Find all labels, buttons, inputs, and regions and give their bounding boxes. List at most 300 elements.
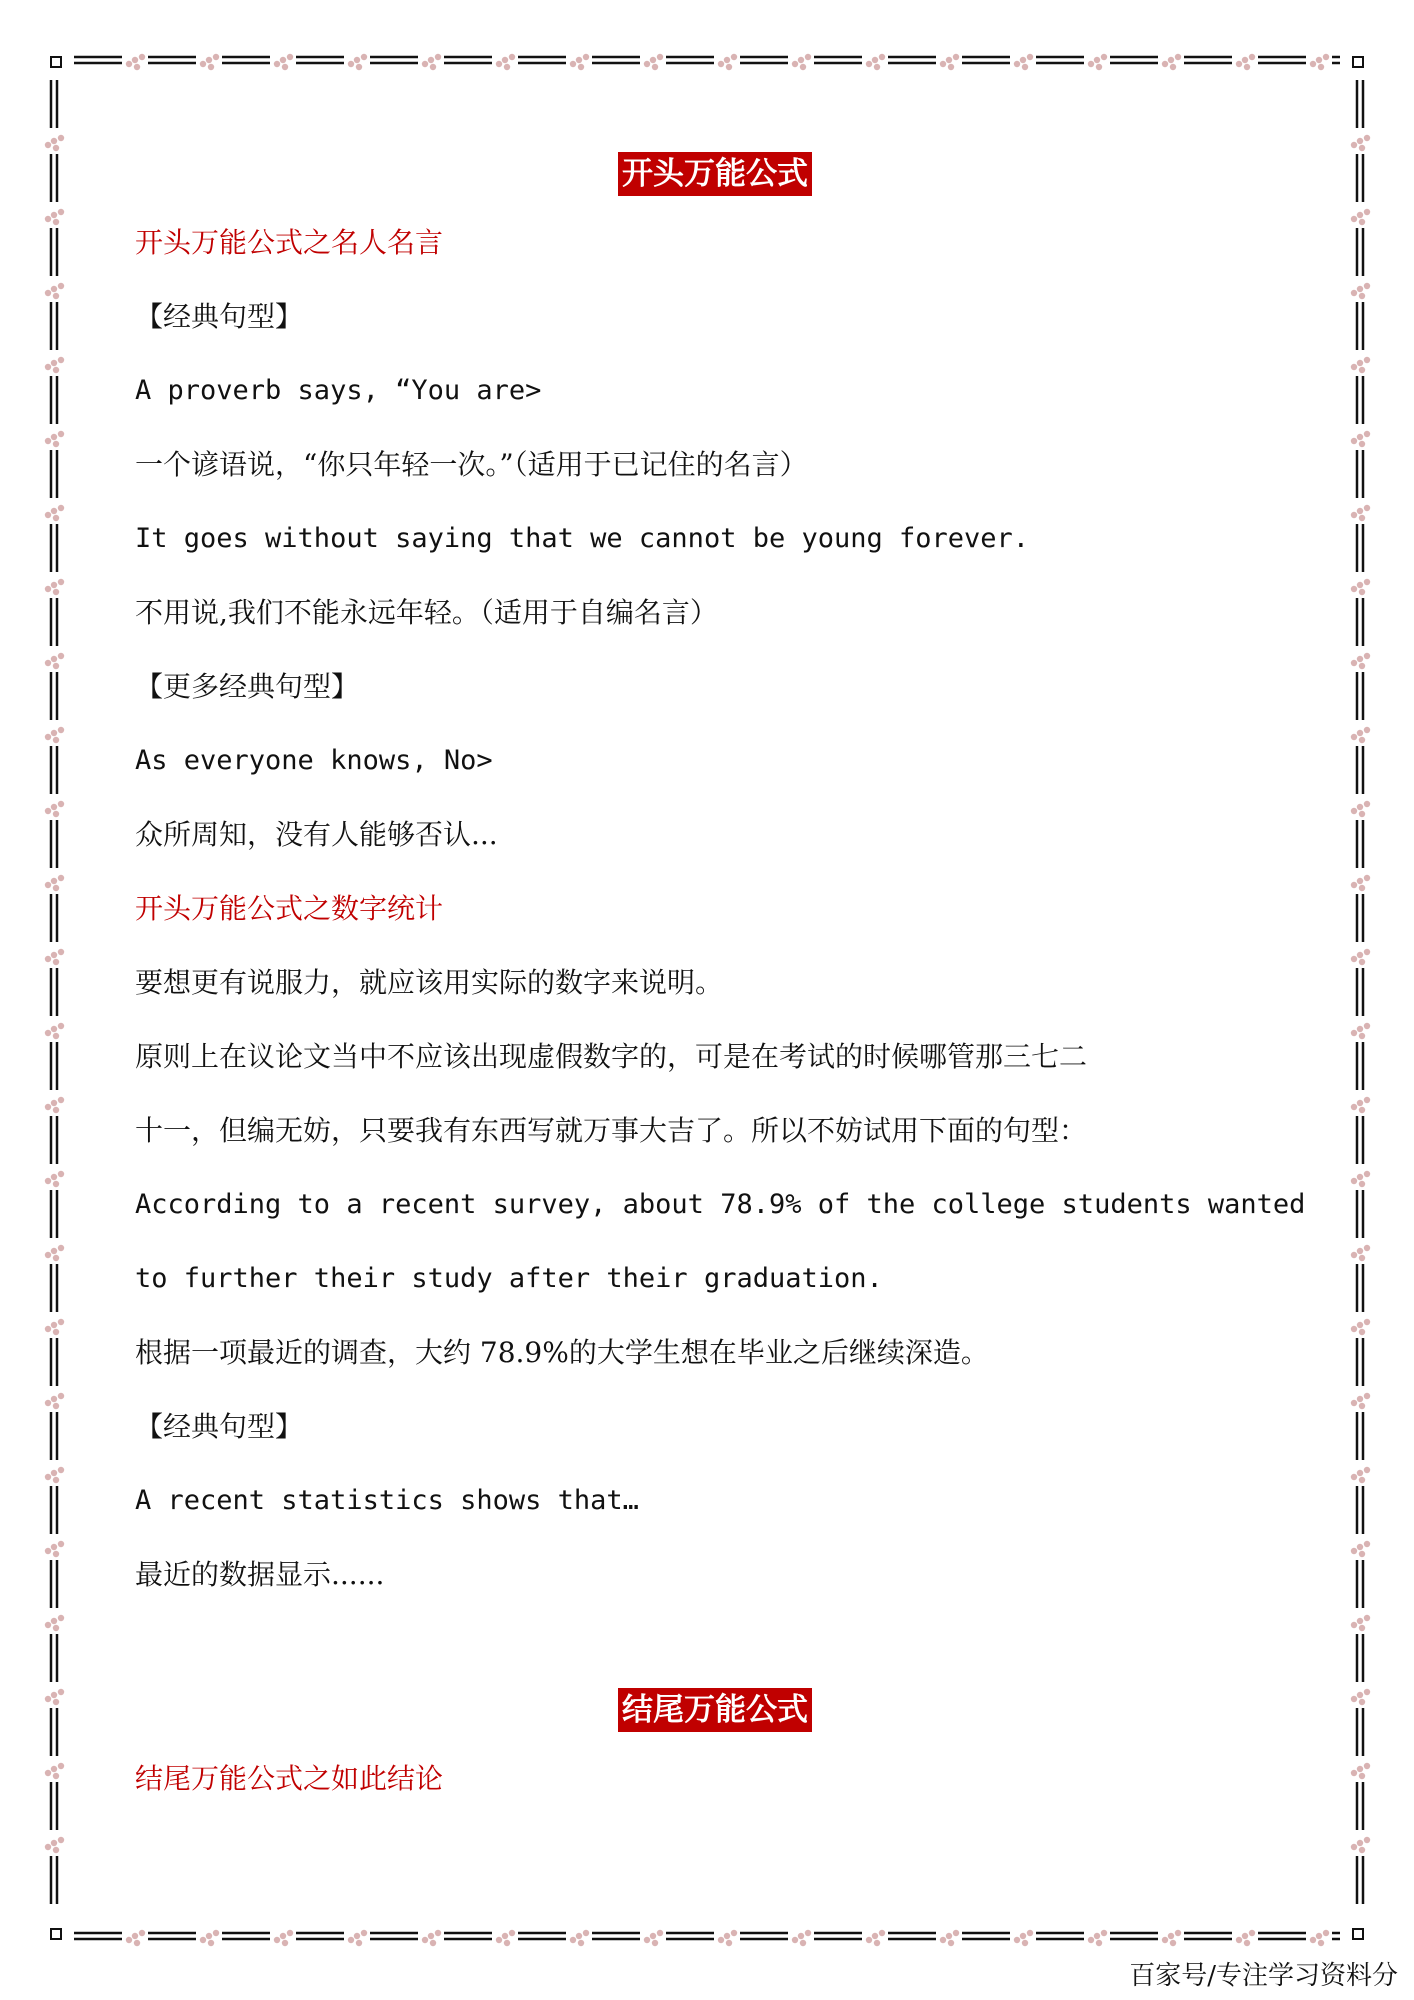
border-dot (53, 441, 59, 447)
english-sentence: A proverb says, “You are> (135, 375, 542, 406)
border-dot (1168, 1933, 1174, 1939)
border-dot (51, 1396, 57, 1402)
border-dot (1359, 515, 1365, 521)
border-dot (208, 64, 214, 70)
border-dot (1094, 57, 1100, 63)
border-dot (45, 1178, 51, 1184)
border-dot (657, 1930, 663, 1936)
border-dot (51, 360, 57, 366)
border-dot (1351, 512, 1357, 518)
border-dot (1249, 1930, 1255, 1936)
border-dot (879, 1930, 885, 1936)
border-dot (652, 64, 658, 70)
border-dot (58, 1467, 64, 1473)
english-sentence: As everyone knows, No> (135, 745, 493, 776)
border-dot (1364, 653, 1370, 659)
border-dot (1359, 1329, 1365, 1335)
border-dot (45, 808, 51, 814)
border-dot (872, 57, 878, 63)
border-dot (1022, 1940, 1028, 1946)
border-dot (200, 1937, 206, 1943)
border-dot (644, 61, 650, 67)
border-dot (652, 1940, 658, 1946)
section-spacer (135, 1612, 1295, 1676)
border-dot (576, 57, 582, 63)
border-dot (1357, 360, 1363, 366)
label-classic-patterns: 【经典句型】 (135, 300, 304, 333)
border-dot (51, 1544, 57, 1550)
section-heading-opening: 开头万能公式 (618, 152, 812, 196)
border-dot (731, 1930, 737, 1936)
border-dot (45, 1400, 51, 1406)
border-dot (200, 61, 206, 67)
border-dot (1094, 1933, 1100, 1939)
border-dot (509, 54, 515, 60)
border-dot (1351, 142, 1357, 148)
border-dot (45, 586, 51, 592)
border-dot (879, 54, 885, 60)
border-dot (58, 505, 64, 511)
border-dot (58, 801, 64, 807)
border-dot (361, 54, 367, 60)
border-dot (504, 64, 510, 70)
border-dot (576, 1933, 582, 1939)
border-dot (1096, 1940, 1102, 1946)
border-dot (1242, 57, 1248, 63)
border-dot (1351, 586, 1357, 592)
border-dot (1364, 1541, 1370, 1547)
border-dot (946, 1933, 952, 1939)
border-dot (1351, 1770, 1357, 1776)
border-dot (1357, 434, 1363, 440)
border-dot (361, 1930, 367, 1936)
border-dot (428, 57, 434, 63)
border-dot (51, 730, 57, 736)
chinese-translation: 根据一项最近的调查，大约 78.9%的大学生想在毕业之后继续深造。 (135, 1336, 989, 1369)
border-dot (946, 57, 952, 63)
border-dot (53, 1699, 59, 1705)
border-dot (800, 1940, 806, 1946)
border-dot (1020, 57, 1026, 63)
section-heading-closing: 结尾万能公式 (618, 1688, 812, 1732)
border-dot (206, 1933, 212, 1939)
border-dot (948, 64, 954, 70)
border-dot (58, 1393, 64, 1399)
border-dot (132, 1933, 138, 1939)
border-dot (58, 653, 64, 659)
border-dot (1162, 1937, 1168, 1943)
border-dot (282, 1940, 288, 1946)
border-dot (348, 61, 354, 67)
border-dot (726, 64, 732, 70)
border-dot (287, 54, 293, 60)
border-dot (58, 209, 64, 215)
border-dot (1020, 1933, 1026, 1939)
border-dot (1357, 1174, 1363, 1180)
border-dot (792, 61, 798, 67)
border-dot (53, 959, 59, 965)
border-dot (356, 1940, 362, 1946)
border-dot (1022, 64, 1028, 70)
border-dot (1357, 1840, 1363, 1846)
border-dot (134, 64, 140, 70)
border-dot (58, 1541, 64, 1547)
border-dot (1351, 1104, 1357, 1110)
border-dot (58, 283, 64, 289)
border-dot (1359, 219, 1365, 225)
border-dot (874, 1940, 880, 1946)
border-dot (53, 293, 59, 299)
label-more-classic-patterns: 【更多经典句型】 (135, 670, 360, 703)
border-dot (139, 1930, 145, 1936)
border-dot (1170, 64, 1176, 70)
border-dot (1351, 438, 1357, 444)
label-classic-patterns: 【经典句型】 (135, 1410, 304, 1443)
border-dot (1364, 1319, 1370, 1325)
border-dot (435, 1930, 441, 1936)
border-dot (1359, 589, 1365, 595)
border-dot (1364, 1393, 1370, 1399)
border-dot (51, 1100, 57, 1106)
border-dot (1359, 1033, 1365, 1039)
border-dot (1359, 293, 1365, 299)
border-dot (45, 438, 51, 444)
border-dot (940, 61, 946, 67)
border-dot (657, 54, 663, 60)
border-dot (282, 64, 288, 70)
border-dot (650, 57, 656, 63)
border-dot (58, 1689, 64, 1695)
border-dot (1359, 1847, 1365, 1853)
border-dot (1351, 1622, 1357, 1628)
border-dot (53, 1033, 59, 1039)
border-dot (422, 1937, 428, 1943)
border-dot (51, 1618, 57, 1624)
border-dot (1357, 1322, 1363, 1328)
border-dot (1244, 64, 1250, 70)
border-dot (1357, 656, 1363, 662)
border-dot (348, 1937, 354, 1943)
border-dot (1351, 1474, 1357, 1480)
border-dot (1249, 54, 1255, 60)
border-dot (126, 1937, 132, 1943)
border-dot (287, 1930, 293, 1936)
border-dot (1316, 57, 1322, 63)
border-dot (1364, 1615, 1370, 1621)
border-dot (496, 1937, 502, 1943)
border-dot (650, 1933, 656, 1939)
border-dot (1175, 1930, 1181, 1936)
border-dot (45, 956, 51, 962)
border-dot (1364, 1097, 1370, 1103)
border-dot (134, 1940, 140, 1946)
border-dot (792, 1937, 798, 1943)
border-dot (1359, 367, 1365, 373)
border-dot (1357, 878, 1363, 884)
border-dot (58, 1763, 64, 1769)
border-dot (1351, 1548, 1357, 1554)
border-dot (53, 367, 59, 373)
border-dot (51, 1840, 57, 1846)
border-dot (51, 1692, 57, 1698)
border-dot (1357, 804, 1363, 810)
border-dot (1351, 1400, 1357, 1406)
border-dot (1357, 212, 1363, 218)
border-dot (1364, 1171, 1370, 1177)
border-dot (430, 1940, 436, 1946)
border-dot (1357, 1692, 1363, 1698)
border-dot (1244, 1940, 1250, 1946)
section-heading-wrap (135, 140, 1295, 206)
border-dot (51, 1026, 57, 1032)
border-dot (1364, 135, 1370, 141)
border-dot (51, 878, 57, 884)
border-dot (1357, 1544, 1363, 1550)
border-dot (58, 357, 64, 363)
border-dot (58, 1171, 64, 1177)
border-dot (1357, 1026, 1363, 1032)
border-dot (1310, 61, 1316, 67)
border-dot (1323, 54, 1329, 60)
border-dot (953, 54, 959, 60)
border-dot (206, 57, 212, 63)
border-dot (1364, 1245, 1370, 1251)
border-dot (53, 219, 59, 225)
border-dot (45, 1326, 51, 1332)
border-dot (58, 1319, 64, 1325)
border-dot (45, 1548, 51, 1554)
border-dot (422, 61, 428, 67)
border-dot (1351, 1030, 1357, 1036)
border-dot (58, 579, 64, 585)
border-dot (1364, 1467, 1370, 1473)
border-dot (280, 57, 286, 63)
border-dot (1242, 1933, 1248, 1939)
border-dot (1357, 286, 1363, 292)
border-dot (51, 1322, 57, 1328)
border-dot (1027, 1930, 1033, 1936)
border-dot (213, 54, 219, 60)
border-dot (58, 1837, 64, 1843)
border-dot (1364, 209, 1370, 215)
border-dot (45, 1770, 51, 1776)
border-dot (1359, 737, 1365, 743)
paragraph-line: 原则上在议论文当中不应该出现虚假数字的，可是在考试的时候哪管那三七二 (135, 1040, 1088, 1073)
border-dot (1168, 57, 1174, 63)
border-dot (53, 1181, 59, 1187)
border-dot (1359, 1403, 1365, 1409)
border-dot (1088, 61, 1094, 67)
border-dot (1359, 663, 1365, 669)
border-dot (45, 734, 51, 740)
border-dot (51, 656, 57, 662)
section-heading-wrap (135, 1676, 1295, 1742)
border-dot (45, 1104, 51, 1110)
border-dot (51, 212, 57, 218)
border-dot (1351, 660, 1357, 666)
border-dot (53, 1625, 59, 1631)
border-dot (51, 138, 57, 144)
border-dot (1364, 801, 1370, 807)
chinese-translation: 一个谚语说，“你只年轻一次。”（适用于已记住的名言） (135, 448, 808, 481)
border-dot (718, 1937, 724, 1943)
english-sentence: A recent statistics shows that… (135, 1485, 639, 1516)
subheading-statistics: 开头万能公式之数字统计 (135, 892, 444, 925)
border-dot (53, 1255, 59, 1261)
border-dot (428, 1933, 434, 1939)
border-dot (1088, 1937, 1094, 1943)
border-dot (53, 1477, 59, 1483)
border-dot (53, 1773, 59, 1779)
border-dot (356, 64, 362, 70)
border-dot (51, 286, 57, 292)
border-dot (58, 1245, 64, 1251)
border-dot (1014, 1937, 1020, 1943)
border-dot (798, 57, 804, 63)
border-dot (1310, 1937, 1316, 1943)
border-dot (1101, 1930, 1107, 1936)
border-dot (1101, 54, 1107, 60)
border-dot (1351, 290, 1357, 296)
border-dot (509, 1930, 515, 1936)
border-dot (1359, 959, 1365, 965)
subheading-famous-quotes: 开头万能公式之名人名言 (135, 226, 444, 259)
border-corner (1353, 1929, 1363, 1939)
border-dot (1236, 1937, 1242, 1943)
border-dot (1357, 1618, 1363, 1624)
border-dot (800, 64, 806, 70)
border-dot (51, 1174, 57, 1180)
document-body (135, 140, 1306, 1816)
border-dot (504, 1940, 510, 1946)
border-dot (1364, 431, 1370, 437)
border-dot (1359, 1255, 1365, 1261)
border-dot (948, 1940, 954, 1946)
border-dot (1351, 216, 1357, 222)
border-dot (45, 1474, 51, 1480)
border-dot (578, 64, 584, 70)
border-dot (1351, 1178, 1357, 1184)
border-dot (213, 1930, 219, 1936)
border-dot (1318, 64, 1324, 70)
border-dot (45, 290, 51, 296)
border-dot (1359, 1625, 1365, 1631)
border-dot (45, 1696, 51, 1702)
border-dot (496, 61, 502, 67)
border-dot (1351, 734, 1357, 740)
border-dot (58, 727, 64, 733)
border-dot (1351, 808, 1357, 814)
border-dot (354, 1933, 360, 1939)
border-dot (1357, 508, 1363, 514)
border-dot (354, 57, 360, 63)
border-dot (1357, 1248, 1363, 1254)
border-dot (58, 1615, 64, 1621)
border-dot (1170, 1940, 1176, 1946)
border-dot (435, 54, 441, 60)
border-dot (502, 57, 508, 63)
border-dot (45, 1252, 51, 1258)
border-dot (1027, 54, 1033, 60)
border-corner (51, 57, 61, 67)
border-dot (726, 1940, 732, 1946)
border-dot (53, 885, 59, 891)
border-dot (1364, 1763, 1370, 1769)
border-dot (51, 804, 57, 810)
border-dot (53, 737, 59, 743)
border-dot (58, 135, 64, 141)
border-dot (1357, 1766, 1363, 1772)
border-dot (1096, 64, 1102, 70)
border-dot (1357, 952, 1363, 958)
border-dot (51, 1470, 57, 1476)
border-dot (1357, 730, 1363, 736)
border-dot (1364, 357, 1370, 363)
border-dot (1359, 1699, 1365, 1705)
border-dot (583, 54, 589, 60)
border-dot (1175, 54, 1181, 60)
border-dot (1357, 138, 1363, 144)
border-dot (1351, 1326, 1357, 1332)
border-dot (1364, 505, 1370, 511)
border-dot (208, 1940, 214, 1946)
border-dot (805, 1930, 811, 1936)
border-dot (53, 1403, 59, 1409)
border-dot (280, 1933, 286, 1939)
border-dot (1357, 1470, 1363, 1476)
border-dot (45, 512, 51, 518)
border-dot (53, 515, 59, 521)
border-dot (1364, 1023, 1370, 1029)
border-dot (274, 1937, 280, 1943)
border-dot (718, 61, 724, 67)
border-dot (1364, 283, 1370, 289)
border-dot (1359, 1773, 1365, 1779)
border-dot (866, 1937, 872, 1943)
border-dot (731, 54, 737, 60)
border-dot (274, 61, 280, 67)
border-dot (874, 64, 880, 70)
border-dot (578, 1940, 584, 1946)
border-dot (798, 1933, 804, 1939)
english-sentence: According to a recent survey, about 78.9% of the college students wanted (135, 1189, 1306, 1220)
border-dot (1359, 1107, 1365, 1113)
border-dot (1364, 727, 1370, 733)
border-corner (1353, 57, 1363, 67)
border-dot (724, 1933, 730, 1939)
border-dot (53, 589, 59, 595)
paragraph-line: 十一，但编无妨，只要我有东西写就万事大吉了。所以不妨试用下面的句型： (135, 1114, 1088, 1147)
border-corner (51, 1929, 61, 1939)
border-dot (1318, 1940, 1324, 1946)
border-dot (45, 1622, 51, 1628)
border-dot (1014, 61, 1020, 67)
border-dot (1364, 875, 1370, 881)
border-dot (1359, 885, 1365, 891)
border-dot (51, 1248, 57, 1254)
border-dot (45, 1844, 51, 1850)
border-dot (51, 434, 57, 440)
border-dot (583, 1930, 589, 1936)
border-dot (1359, 1181, 1365, 1187)
border-dot (45, 660, 51, 666)
border-dot (570, 1937, 576, 1943)
subheading-conclusion: 结尾万能公式之如此结论 (135, 1762, 444, 1795)
border-dot (1351, 1844, 1357, 1850)
border-dot (1236, 61, 1242, 67)
chinese-translation: 不用说,我们不能永远年轻。（适用于自编名言） (135, 596, 718, 629)
border-dot (1357, 1396, 1363, 1402)
